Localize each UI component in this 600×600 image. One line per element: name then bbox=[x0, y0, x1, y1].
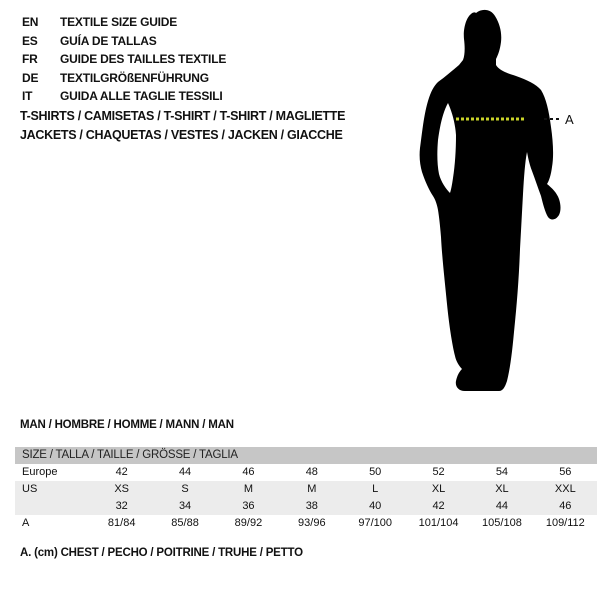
language-label: GUIDA ALLE TAGLIE TESSILI bbox=[60, 89, 223, 104]
table-row-europe bbox=[15, 464, 597, 481]
table-cell: 81/84 bbox=[107, 517, 136, 529]
language-row-it bbox=[22, 87, 226, 106]
language-label: TEXTILE SIZE GUIDE bbox=[60, 15, 178, 29]
size-table bbox=[15, 447, 597, 532]
table-cell: 54 bbox=[495, 466, 509, 478]
language-row-de bbox=[22, 69, 226, 88]
product-line-tshirts: T-SHIRTS / CAMISETAS / T-SHIRT / T-SHIRT / MAGLIETTE bbox=[20, 109, 346, 123]
table-row-chest-a bbox=[15, 515, 597, 532]
table-cell: XL bbox=[495, 483, 509, 495]
table-cell: L bbox=[372, 483, 379, 495]
table-cell: 32 bbox=[115, 500, 128, 512]
table-cell: 85/88 bbox=[171, 517, 199, 529]
language-code: FR bbox=[22, 52, 38, 67]
table-cell: M bbox=[243, 483, 254, 495]
language-code: EN bbox=[22, 15, 39, 29]
language-row-en bbox=[22, 13, 226, 32]
table-cell: XS bbox=[114, 483, 130, 495]
table-cell: XL bbox=[431, 483, 446, 495]
row-label: Europe bbox=[22, 466, 58, 478]
language-code: DE bbox=[22, 70, 39, 85]
table-cell: M bbox=[307, 483, 317, 495]
table-cell: 38 bbox=[305, 500, 318, 512]
table-cell: 89/92 bbox=[234, 517, 263, 529]
row-label bbox=[15, 498, 90, 515]
table-cell: 44 bbox=[178, 466, 192, 478]
section-title: MAN / HOMBRE / HOMME / MANN / MAN bbox=[20, 419, 234, 431]
table-cell: 34 bbox=[178, 500, 192, 512]
table-row-us-letters bbox=[15, 481, 597, 498]
language-label: GUIDE DES TAILLES TEXTILE bbox=[60, 52, 227, 67]
table-cell: 48 bbox=[305, 466, 318, 478]
table-cell: 109/112 bbox=[545, 517, 585, 529]
product-type-lines bbox=[20, 107, 345, 144]
language-row-fr bbox=[22, 50, 226, 69]
table-cell: 56 bbox=[559, 466, 572, 478]
table-cell: 42 bbox=[432, 500, 445, 512]
table-cell: 101/104 bbox=[418, 517, 459, 529]
table-cell: XXL bbox=[554, 483, 576, 495]
measurement-footnote: A. (cm) CHEST / PECHO / POITRINE / TRUHE / PETTO bbox=[20, 547, 303, 559]
table-cell: 52 bbox=[432, 466, 445, 478]
language-row-es bbox=[22, 32, 226, 51]
table-cell: 93/96 bbox=[298, 517, 326, 529]
table-cell: 105/108 bbox=[482, 517, 522, 529]
table-cell: S bbox=[181, 483, 189, 495]
table-cell: 97/100 bbox=[358, 517, 393, 529]
language-label: GUÍA DE TALLAS bbox=[60, 33, 157, 48]
table-cell: 44 bbox=[495, 500, 509, 512]
row-label: US bbox=[22, 483, 38, 495]
row-label: A bbox=[22, 517, 30, 529]
size-table-header: SIZE / TALLA / TAILLE / GRÖSSE / TAGLIA bbox=[15, 447, 597, 464]
language-label: TEXTILGRÖßENFÜHRUNG bbox=[60, 70, 209, 85]
table-cell: 42 bbox=[115, 466, 128, 478]
language-list bbox=[22, 13, 226, 106]
product-line-jackets: JACKETS / CHAQUETAS / VESTES / JACKEN / GIACCHE bbox=[20, 127, 343, 142]
table-cell: 40 bbox=[369, 500, 382, 512]
table-cell: 36 bbox=[242, 500, 255, 512]
table-cell: 50 bbox=[369, 466, 382, 478]
man-silhouette bbox=[420, 10, 561, 391]
table-cell: 46 bbox=[242, 466, 255, 478]
table-cell: 46 bbox=[559, 500, 572, 512]
table-row-us-numbers bbox=[15, 498, 597, 515]
language-code: ES bbox=[22, 33, 38, 48]
language-code: IT bbox=[22, 89, 33, 104]
measure-label-a: A bbox=[565, 112, 574, 127]
man-silhouette-figure bbox=[400, 0, 600, 400]
